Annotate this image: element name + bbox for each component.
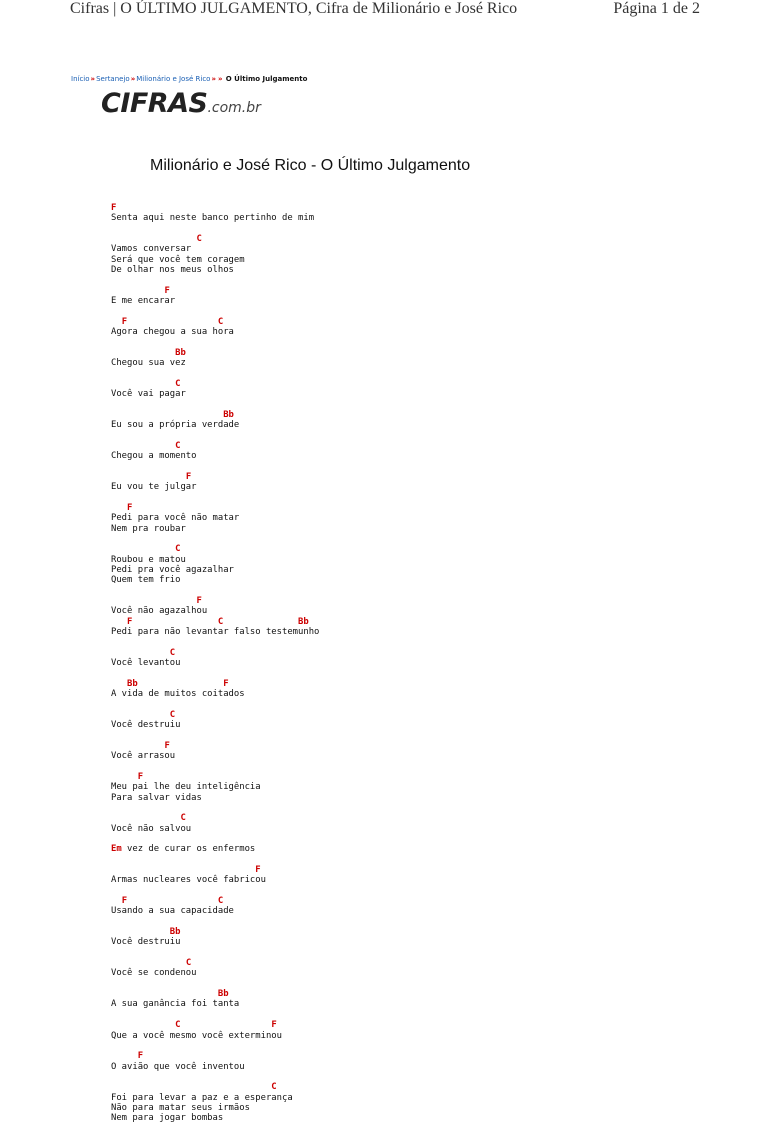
chord-line xyxy=(111,772,319,782)
chord-line xyxy=(111,544,319,554)
lyric-line: Agora chegou a sua hora xyxy=(111,327,234,338)
lyric-line: Usando a sua capacidade xyxy=(111,906,234,917)
blank-line xyxy=(111,1010,319,1020)
lyric-line: Não para matar seus irmãos xyxy=(111,1102,250,1113)
lyric-line: A vida de muitos coitados xyxy=(111,689,245,700)
chord-line xyxy=(111,1051,319,1061)
chord[interactable]: F xyxy=(137,771,144,782)
lyric-line: Para salvar vidas xyxy=(111,792,202,803)
lyric-line: Você se condenou xyxy=(111,968,197,979)
lyric-line: E me encarar xyxy=(111,296,176,307)
lyric-line: Você vai pagar xyxy=(111,389,186,400)
chord-line xyxy=(111,741,319,751)
lyric-line: Você arrasou xyxy=(111,751,176,762)
chord[interactable]: C xyxy=(175,440,181,451)
print-title: Cifras | O ÚLTIMO JULGAMENTO, Cifra de Milionário e José Rico xyxy=(70,0,518,17)
chord[interactable]: F xyxy=(255,865,261,875)
breadcrumb-link-artist[interactable]: Milionário e José Rico xyxy=(136,75,211,83)
chord[interactable]: C xyxy=(180,813,186,824)
lyric-line: A sua ganância foi tanta xyxy=(111,999,240,1010)
lyric-line: O avião que você inventou xyxy=(111,1061,245,1072)
lyric-line: Quem tem frio xyxy=(111,575,181,586)
chord[interactable]: F xyxy=(127,616,133,627)
logo-wordmark: CIFRAS xyxy=(101,88,208,119)
lyric-line: Você destruiu xyxy=(111,720,181,731)
chord[interactable]: Bb xyxy=(223,409,234,420)
lyric-line: Roubou e matou xyxy=(111,554,186,565)
song-title: Milionário e José Rico - O Último Julgamento xyxy=(150,157,471,174)
lyric-line: Senta aqui neste banco pertinho de mim xyxy=(111,213,315,224)
chord[interactable]: F xyxy=(223,678,229,689)
blank-line xyxy=(111,668,319,678)
chord-line xyxy=(111,503,319,513)
lyric-line: Eu sou a própria verdade xyxy=(111,420,240,431)
chord-line xyxy=(111,710,319,720)
lyric-line: Pedi para você não matar xyxy=(111,513,240,524)
blank-line xyxy=(111,855,319,865)
chord[interactable]: F xyxy=(196,596,202,607)
chord-line xyxy=(111,379,319,389)
chord-line xyxy=(111,896,319,906)
chord[interactable]: C xyxy=(175,1020,181,1031)
lyric-line: Pedi para não levantar falso testemunho xyxy=(111,627,320,638)
lyric-line: Meu pai lhe deu inteligência xyxy=(111,782,261,793)
print-header xyxy=(70,0,700,20)
logo-domain-suffix: .com.br xyxy=(207,100,261,116)
lyric-line: Em vez de curar os enfermos xyxy=(111,844,256,855)
chord[interactable]: C xyxy=(169,647,176,658)
chord-line xyxy=(111,927,319,937)
chord[interactable]: C xyxy=(217,616,224,627)
chord-line xyxy=(111,286,319,296)
chord[interactable]: F xyxy=(185,471,192,482)
blank-line xyxy=(111,979,319,989)
blank-line xyxy=(111,700,319,710)
lyric-line: Será que você tem coragem xyxy=(111,254,245,265)
chord[interactable]: C xyxy=(217,896,224,907)
chord[interactable]: F xyxy=(121,896,128,907)
blank-line xyxy=(111,462,319,472)
breadcrumb-link-inicio[interactable]: Início xyxy=(71,75,90,83)
chord-line xyxy=(111,410,319,420)
chord[interactable]: C xyxy=(217,316,224,327)
lyric-line: Eu vou te julgar xyxy=(111,482,197,493)
blank-line xyxy=(111,275,319,285)
chord-line xyxy=(111,1082,319,1092)
blank-line xyxy=(111,224,319,234)
blank-line xyxy=(111,493,319,503)
chord-line xyxy=(111,958,319,968)
chord-line xyxy=(111,679,319,689)
site-logo[interactable] xyxy=(101,88,261,119)
breadcrumb-link-sertanejo[interactable]: Sertanejo xyxy=(96,75,130,83)
chord[interactable]: Bb xyxy=(217,989,229,1000)
chord-line xyxy=(111,203,319,213)
blank-line xyxy=(111,762,319,772)
chord[interactable]: C xyxy=(196,234,202,245)
chord-sheet xyxy=(111,203,319,1124)
chord[interactable]: F xyxy=(111,203,117,213)
chord[interactable]: C xyxy=(271,1082,277,1093)
blank-line xyxy=(111,1041,319,1051)
blank-line xyxy=(111,1072,319,1082)
blank-line xyxy=(111,534,319,544)
blank-line xyxy=(111,306,319,316)
chord[interactable]: C xyxy=(175,378,181,389)
blank-line xyxy=(111,731,319,741)
chord-line xyxy=(111,234,319,244)
lyric-line: Você destruiu xyxy=(111,937,181,948)
breadcrumb xyxy=(71,75,307,83)
chord[interactable]: C xyxy=(169,709,176,720)
print-page-number: Página 1 de 2 xyxy=(613,0,700,17)
lyric-line: Você não agazalhou xyxy=(111,606,208,617)
blank-line xyxy=(111,337,319,347)
lyric-line: Nem para jogar bombas xyxy=(111,1113,224,1124)
chord-line xyxy=(111,648,319,658)
breadcrumb-separator: » xyxy=(217,75,223,83)
blank-line xyxy=(111,834,319,844)
lyric-line: Chegou sua vez xyxy=(111,358,186,369)
lyric-line: Você levantou xyxy=(111,658,181,669)
blank-line xyxy=(111,586,319,596)
blank-line xyxy=(111,369,319,379)
lyric-line: Que a você mesmo você exterminou xyxy=(111,1030,282,1041)
blank-line xyxy=(111,637,319,647)
blank-line xyxy=(111,917,319,927)
breadcrumb-current: O Último Julgamento xyxy=(225,75,308,83)
chord-line xyxy=(111,472,319,482)
lyric-line: Armas nucleares você fabricou xyxy=(111,875,266,886)
chord[interactable]: Bb xyxy=(169,927,181,938)
chord[interactable]: C xyxy=(175,544,181,555)
chord[interactable]: F xyxy=(164,740,170,751)
chord[interactable]: Em xyxy=(111,844,122,855)
lyric-line: Chegou a momento xyxy=(111,451,197,462)
chord[interactable]: F xyxy=(121,316,128,327)
breadcrumb-separator: » xyxy=(130,75,136,83)
chord-line xyxy=(111,989,319,999)
lyric-line: Você não salvou xyxy=(111,823,192,834)
chord[interactable]: F xyxy=(164,285,170,296)
chord[interactable]: F xyxy=(271,1020,277,1031)
lyric-line: Pedi pra você agazalhar xyxy=(111,565,234,576)
chord[interactable]: C xyxy=(185,958,192,969)
chord-line xyxy=(111,865,319,875)
chord[interactable]: F xyxy=(127,502,133,513)
breadcrumb-separator: » xyxy=(211,75,216,83)
chord-line xyxy=(111,317,319,327)
breadcrumb-separator: » xyxy=(90,75,96,83)
blank-line xyxy=(111,886,319,896)
blank-line xyxy=(111,803,319,813)
chord-line xyxy=(111,1020,319,1030)
chord[interactable]: F xyxy=(137,1051,144,1062)
chord-line xyxy=(111,348,319,358)
lyric-line: Vamos conversar xyxy=(111,244,192,255)
lyric-line: Nem pra roubar xyxy=(111,523,186,534)
chord-line xyxy=(111,596,319,606)
chord[interactable]: Bb xyxy=(298,616,309,627)
blank-line xyxy=(111,400,319,410)
lyric-line: De olhar nos meus olhos xyxy=(111,265,234,276)
chord-line xyxy=(111,617,319,627)
chord[interactable]: Bb xyxy=(127,678,138,689)
blank-line xyxy=(111,948,319,958)
chord-line xyxy=(111,813,319,823)
lyric-line: Foi para levar a paz e a esperança xyxy=(111,1092,293,1103)
blank-line xyxy=(111,431,319,441)
chord-line xyxy=(111,441,319,451)
chord[interactable]: Bb xyxy=(175,347,186,358)
